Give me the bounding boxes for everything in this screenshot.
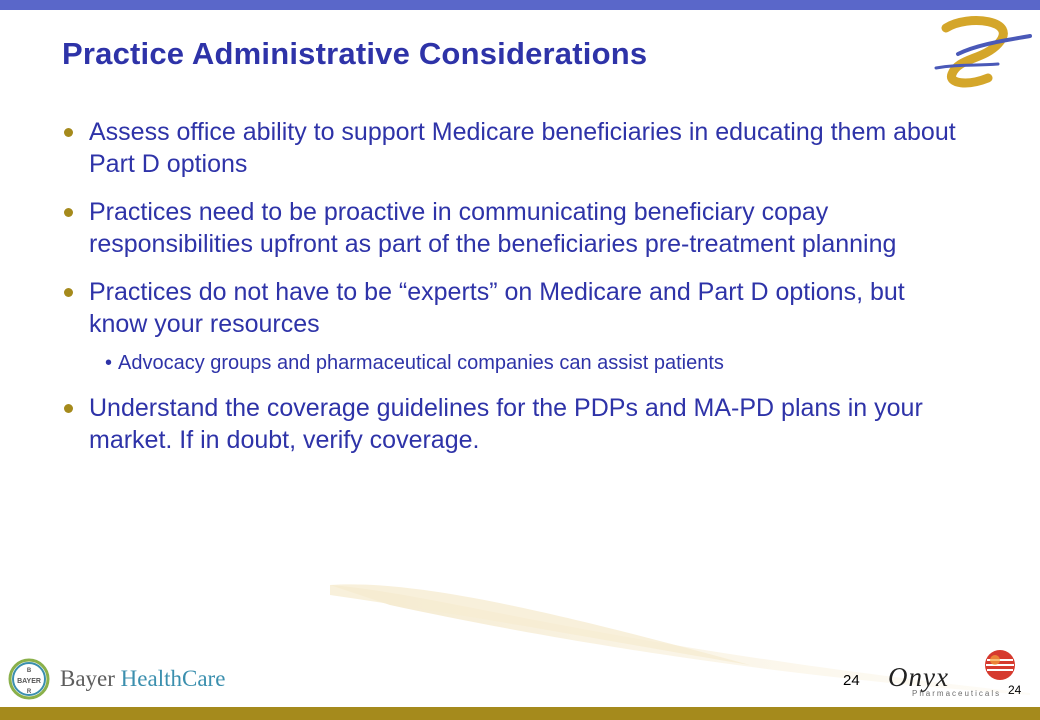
onyx-subtext: Pharmaceuticals <box>912 689 1002 698</box>
onyx-brand: Onyx <box>888 662 949 692</box>
bullet-text: Practices need to be proactive in communicating beneficiary copay responsibilities upfront as part of the beneficiaries pre-treatment planning <box>89 198 897 258</box>
bullet-dot-icon <box>64 404 73 413</box>
bayer-healthcare-logo <box>8 658 248 700</box>
bullet-text: Understand the coverage guidelines for the PDPs and MA-PD plans in your market. If in doubt, verify coverage. <box>89 394 923 454</box>
sub-bullet-dot-icon: • <box>105 352 113 374</box>
bullet-list <box>62 116 962 472</box>
page-number: 24 <box>843 672 860 689</box>
bayer-cross-text: BAYER <box>17 678 41 685</box>
swoosh-logo-icon <box>928 14 1032 88</box>
bullet-item <box>62 276 962 340</box>
bullet-dot-icon <box>64 288 73 297</box>
page-number-small: 24 <box>1008 683 1022 697</box>
sub-bullet-item <box>62 350 962 376</box>
bullet-dot-icon <box>64 128 73 137</box>
svg-text:R: R <box>26 689 32 695</box>
bayer-brand-suffix: HealthCare <box>120 666 226 691</box>
slide-title: Practice Administrative Considerations <box>62 36 648 71</box>
bullet-dot-icon <box>64 208 73 217</box>
bayer-brand: Bayer <box>60 666 115 691</box>
onyx-ball-icon <box>983 648 1017 682</box>
svg-text:B: B <box>26 668 32 674</box>
bullet-text: Practices do not have to be “experts” on Medicare and Part D options, but know your resources <box>89 278 905 338</box>
onyx-logo <box>888 660 1018 702</box>
bullet-item <box>62 196 962 260</box>
bullet-item <box>62 392 962 456</box>
bottom-accent-bar <box>0 707 1040 720</box>
bayer-cross-icon <box>8 658 50 700</box>
bullet-item <box>62 116 962 180</box>
top-accent-bar <box>0 0 1040 10</box>
sub-bullet-text: Advocacy groups and pharmaceutical companies can assist patients <box>118 352 724 374</box>
bullet-text: Assess office ability to support Medicare beneficiaries in educating them about Part D options <box>89 118 956 178</box>
